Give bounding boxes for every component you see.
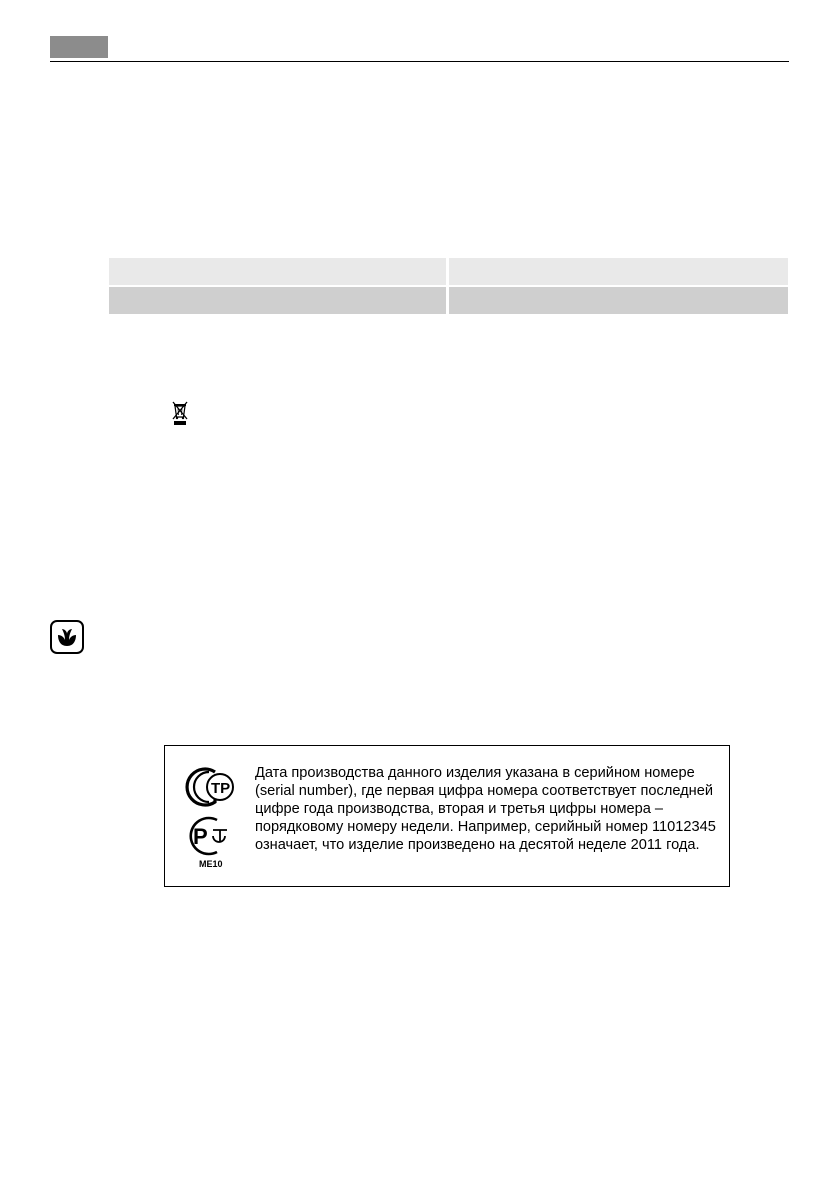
production-date-note: Дата производства данного изделия указана в серийном номере (serial number), где первая цифра номера соответствует последней цифре года производства, вторая и третья цифры номера – порядковому номеру недели. Например, серийный номер 11012345 означает, что изделие произведено на десятой неделе 2011 года. (255, 765, 716, 853)
crossed-out-wheelie-bin-icon (171, 400, 189, 426)
table-cell (109, 258, 448, 286)
header-tab (50, 36, 108, 58)
table-cell (109, 286, 448, 314)
gost-tr-certification-logo (183, 764, 235, 810)
table-row (109, 286, 788, 314)
environment-flower-icon (50, 620, 84, 654)
svg-text:ТР: ТР (211, 780, 231, 797)
spec-table (109, 258, 788, 314)
table-cell (448, 286, 789, 314)
certification-code: ME10 (199, 859, 223, 869)
table-row (109, 258, 788, 286)
certification-logos (183, 764, 235, 876)
rst-certification-logo (185, 814, 231, 858)
certification-box (164, 745, 730, 887)
header-rule (50, 61, 789, 62)
svg-text:Р: Р (193, 824, 208, 849)
table-cell (448, 258, 789, 286)
